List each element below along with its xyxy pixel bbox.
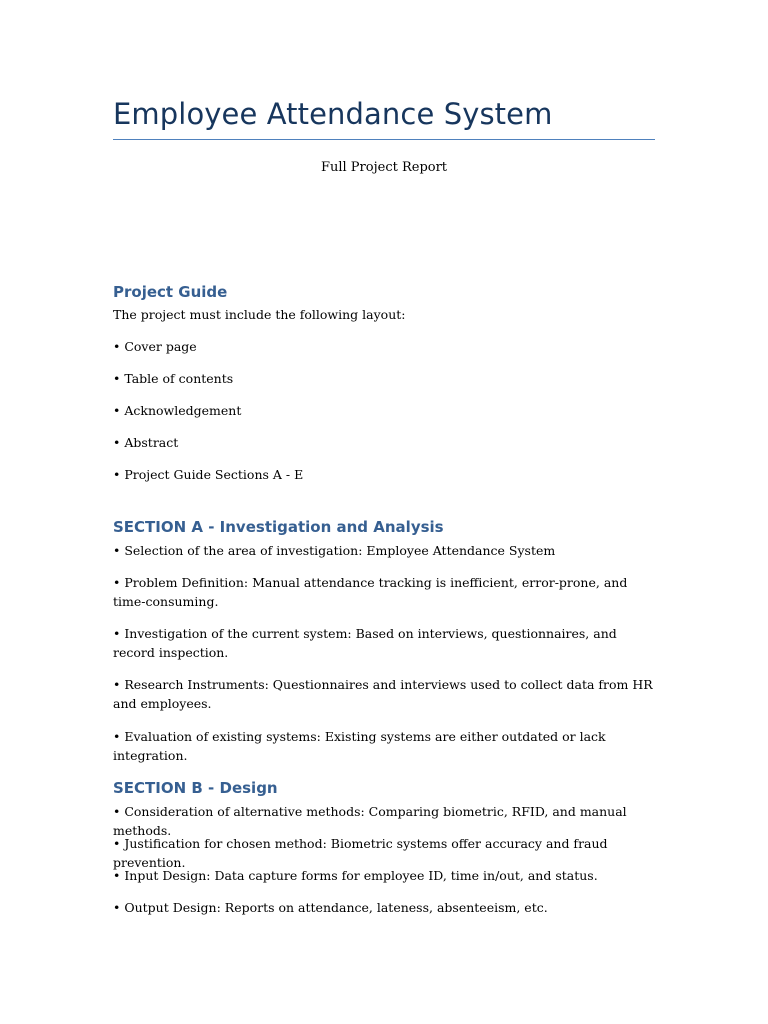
section-b-item: • Input Design: Data capture forms for employee ID, time in/out, and status. bbox=[113, 868, 598, 883]
project-guide-intro: The project must include the following layout: bbox=[113, 307, 406, 322]
section-a-item: • Research Instruments: Questionnaires and interviews used to collect data from HR and employees. bbox=[113, 677, 653, 711]
section-a-item: • Evaluation of existing systems: Existing systems are either outdated or lack integration. bbox=[113, 729, 606, 763]
section-b-item: • Justification for chosen method: Biometric systems offer accuracy and fraud prevention. bbox=[113, 836, 608, 870]
project-guide-item: • Cover page bbox=[113, 339, 197, 354]
document-subtitle: Full Project Report bbox=[320, 160, 448, 175]
section-b-item: • Output Design: Reports on attendance, lateness, absenteeism, etc. bbox=[113, 900, 548, 915]
project-guide-item: • Table of contents bbox=[113, 371, 234, 386]
document-title: Employee Attendance System bbox=[113, 97, 553, 131]
section-a-heading: SECTION A - Investigation and Analysis bbox=[113, 518, 444, 536]
title-underline bbox=[113, 139, 655, 140]
section-a-item: • Investigation of the current system: Based on interviews, questionnaires, and record inspection. bbox=[113, 626, 617, 660]
section-b-item: • Consideration of alternative methods: Comparing biometric, RFID, and manual methods. bbox=[113, 804, 627, 838]
project-guide-item: • Abstract bbox=[113, 435, 179, 450]
project-guide-item: • Project Guide Sections A - E bbox=[113, 467, 304, 482]
section-a-item: • Problem Definition: Manual attendance tracking is inefficient, error-prone, and time-consuming. bbox=[113, 575, 628, 609]
section-a-item: • Selection of the area of investigation: Employee Attendance System bbox=[113, 543, 556, 558]
project-guide-item: • Acknowledgement bbox=[113, 403, 242, 418]
project-guide-heading: Project Guide bbox=[113, 283, 228, 301]
section-b-heading: SECTION B - Design bbox=[113, 779, 278, 797]
